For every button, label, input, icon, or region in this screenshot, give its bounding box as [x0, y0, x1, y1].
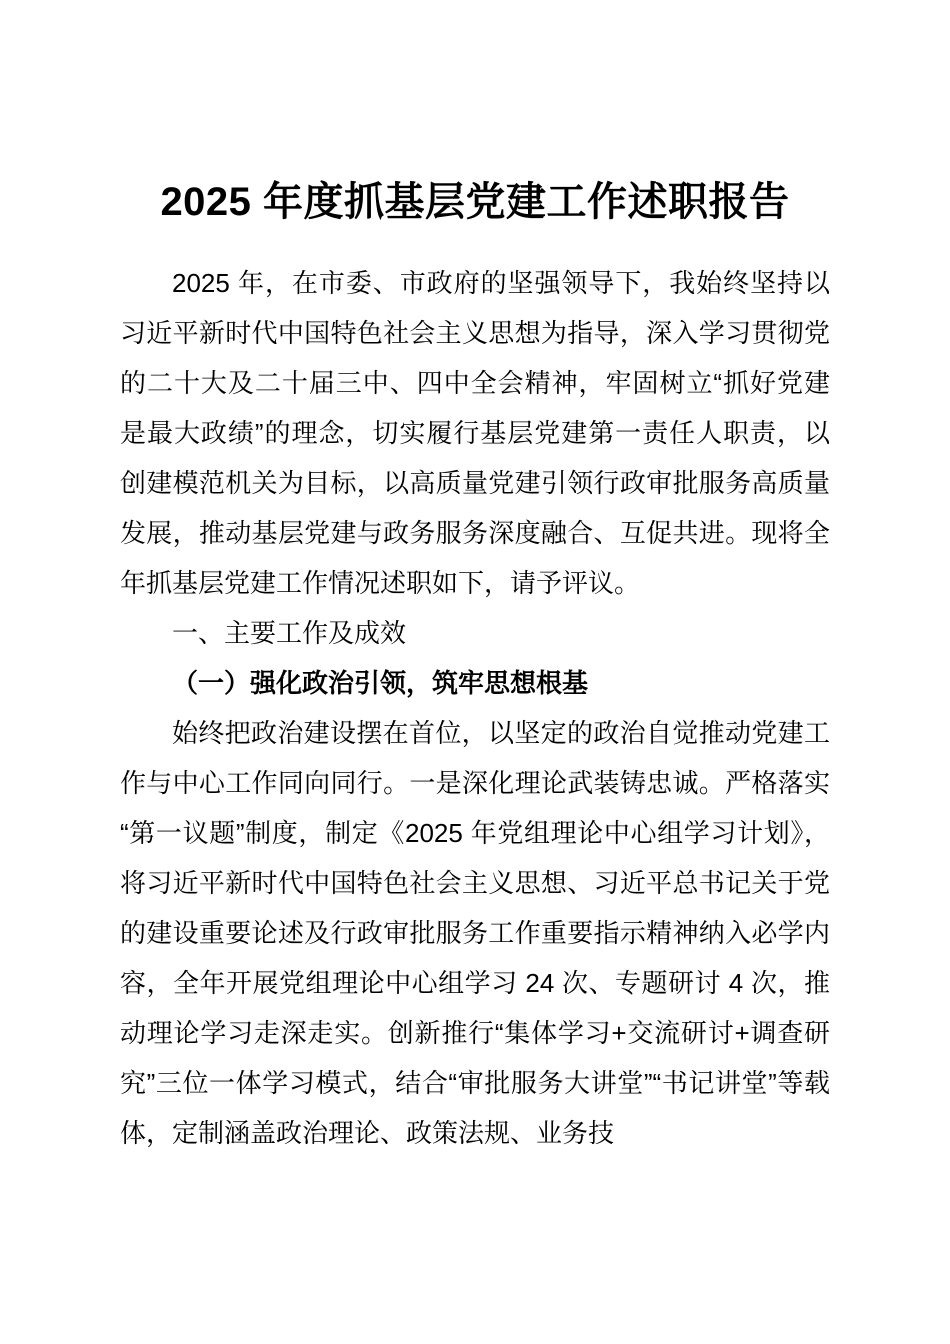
paragraph-4: 始终把政治建设摆在首位，以坚定的政治自觉推动党建工作与中心工作同向同行。一是深化理论武装铸忠诚。严格落实“第一议题”制度，制定《2025 年党组理论中心组学习计划》，将习近平新时代中国特色社会主义思想、习近平总书记关于党的建设重要论述及行政审批服务工作重要指示精神纳入必学内容，全年开展党组理论中心组学习 24 次、专题研讨 4 次，推动理论学习走深走实。创新推行“集体学习+交流研讨+调查研究”三位一体学习模式，结合“审批服务大讲堂”“书记讲堂”等载体，定制涵盖政治理论、政策法规、业务技 — [120, 718, 830, 1148]
document-title: 2025 年度抓基层党建工作述职报告 — [160, 180, 790, 224]
paragraph-1: 2025 年，在市委、市政府的坚强领导下，我始终坚持以习近平新时代中国特色社会主义思想为指导，深入学习贯彻党的二十大及二十届三中、四中全会精神，牢固树立“抓好党建是最大政绩”的理念，切实履行基层党建第一责任人职责，以创建模范机关为目标，以高质量党建引领行政审批服务高质量发展，推动基层党建与政务服务深度融合、互促共进。现将全年抓基层党建工作情况述职如下，请予评议。 — [120, 268, 830, 598]
document-body — [120, 258, 830, 1158]
heading-level-2-3: （一）强化政治引领，筑牢思想根基 — [172, 668, 589, 698]
heading-level-1-2: 一、主要工作及成效 — [172, 618, 407, 648]
